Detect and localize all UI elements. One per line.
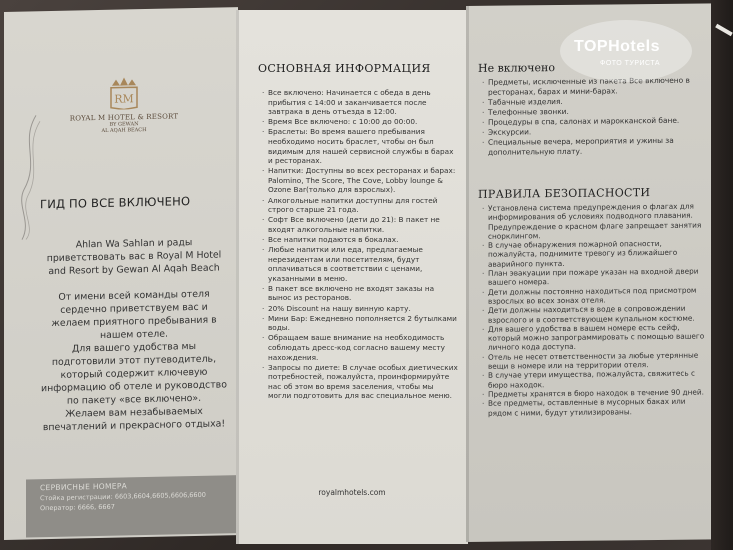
list-item: · Предметы хранятся в бюро находок в течение 90 дней. <box>482 387 710 399</box>
greeting-line: желаем приятного пребывания в <box>51 314 217 330</box>
greeting-line: информацию об отеле и руководство <box>41 379 227 395</box>
greeting-line: От имени всей команды отеля <box>58 288 210 303</box>
hotel-by: BY GEWAN <box>109 121 139 128</box>
list-item: · Процедуры в спа, салонах и марокканской бане. <box>482 115 710 127</box>
safety-list <box>482 201 710 417</box>
list-item: · Браслеты: Во время вашего пребывания необходимо носить браслет, чтобы он был видимым для нашей сервисной службы в барах и ресторанах. <box>262 127 458 165</box>
greeting-line: впечатлений и прекрасного отдыха! <box>42 418 226 434</box>
greeting-line: сердечно приветствуем вас и <box>60 301 208 316</box>
list-item: · Табачные изделия. <box>482 95 710 107</box>
list-item: · Софт Все включено (дети до 21): В пакет не входят алкогольные напитки. <box>262 215 458 234</box>
safety-title: ПРАВИЛА БЕЗОПАСНОСТИ <box>478 186 651 201</box>
list-item: · Для вашего удобства в вашем номере есть сейф, который можно запрограммировать с помощью вашего личного кода доступа. <box>482 322 710 352</box>
not-included-list <box>482 75 710 157</box>
greeting-line: который содержит ключевую <box>60 366 208 381</box>
guide-title: ГИД ПО ВСЕ ВКЛЮЧЕНО <box>40 194 191 212</box>
list-item: · Отель не несет ответственности за любые утерянные вещи в номере или на территории отеля. <box>482 350 710 371</box>
list-item: · Специальные вечера, мероприятия и ужины за дополнительную плату. <box>482 135 710 157</box>
hotel-name: ROYAL M HOTEL & RESORT <box>69 112 179 123</box>
main-info-list <box>262 88 458 402</box>
list-item: · Предметы, исключенные из пакета Все включено в ресторанах, барах и мини-барах. <box>482 75 710 97</box>
list-item: · Мини Бар: Ежедневно пополняется 2 бутылками воды. <box>262 314 458 333</box>
greeting-line: Для вашего удобства мы <box>71 340 197 355</box>
watermark-sub: ФОТО ТУРИСТА <box>600 60 661 67</box>
service-header: СЕРВИСНЫЕ НОМЕРА <box>40 481 128 493</box>
greeting-text <box>36 235 232 434</box>
watermark-brand: TOPHotels <box>574 38 660 55</box>
greeting-line: по пакету «все включено». <box>66 392 202 407</box>
operator-numbers: Оператор: 6666, 6667 <box>40 502 115 513</box>
website-url: royalmhotels.com <box>318 488 386 497</box>
list-item: · План эвакуации при пожаре указан на входной двери вашего номера. <box>482 267 710 288</box>
watermark <box>560 16 700 86</box>
list-item: · Экскурсии. <box>482 125 710 137</box>
fold-line <box>466 6 469 542</box>
list-item: · Все предметы, оставленные в мусорных баках или рядом с ними, будут утилизированы. <box>482 397 710 418</box>
list-item: · Все включено: Начинается с обеда в день прибытия с 14:00 и заканчивается после завтрака в день отъезда в 12:00. <box>262 88 458 117</box>
greeting-line: нашем отеле. <box>100 328 168 341</box>
list-item: · Любые напитки или еда, предлагаемые нерезидентам или посетителям, будут оплачиваться в соответствии с ценами, указанными в меню. <box>262 245 458 283</box>
greeting-line: and Resort by Gewan Al Aqah Beach <box>48 262 220 278</box>
list-item: · В случае утери имущества, пожалуйста, свяжитесь с бюро находок. <box>482 369 710 390</box>
service-numbers-box <box>26 475 238 537</box>
hotel-place: AL AQAH BEACH <box>101 127 147 134</box>
svg-text:RM: RM <box>114 92 134 106</box>
greeting-line: приветствовать вас в Royal M Hotel <box>46 249 222 265</box>
greeting-line: Желаем вам незабываемых <box>65 405 203 420</box>
list-item: · Телефонные звонки. <box>482 105 710 117</box>
list-item: · Напитки: Доступны во всех ресторанах и барах: Palomino, The Score, The Cove, Lobby lounge & Ozone Bar(только для взрослых). <box>262 166 458 195</box>
crown-logo-icon <box>104 75 144 110</box>
greeting-line: подготовили этот путеводитель, <box>51 353 217 368</box>
greeting-line: Ahlan Wa Sahlan и рады <box>75 237 193 251</box>
list-item: · Дети должны постоянно находиться под присмотром взрослых во всех зонах отеля. <box>482 285 710 306</box>
flourish-ornament <box>14 111 44 242</box>
list-item: · Обращаем ваше внимание на необходимость соблюдать дресс-код согласно вашему месту нахождения. <box>262 333 458 362</box>
fold-line <box>236 10 239 544</box>
list-item: · Время Все включено: с 10:00 до 00:00. <box>262 117 458 127</box>
list-item: · В случае обнаружения пожарной опасности, пожалуйста, поднимите тревогу из ближайшего аварийного пункта. <box>482 239 710 269</box>
brochure-panel-main-info <box>236 10 468 544</box>
list-item: · Установлена система предупреждения о флагах для информирования об условиях подводного плавания. Предупреждение о красном флаге запрещает занятия снорклингом. <box>482 201 710 241</box>
hotel-logo <box>64 74 184 135</box>
brochure-panel-cover <box>4 7 238 540</box>
reception-numbers: Стойка регистрации: 6603,6604,6605,6606,6600 <box>40 490 206 503</box>
list-item: · Дети должны находиться в воде в сопровождении взрослого и в соответствующем купальном костюме. <box>482 304 710 325</box>
list-item: · Алкогольные напитки доступны для гостей строго старше 21 года. <box>262 196 458 215</box>
list-item: · Запросы по диете: В случае особых диетических потребностей, пожалуйста, проинформируйте нас об этом во время заселения, чтобы мы могли подготовить для вас специальное меню. <box>262 363 458 401</box>
main-info-title: ОСНОВНАЯ ИНФОРМАЦИЯ <box>258 62 431 75</box>
list-item: · 20% Discount на нашу винную карту. <box>262 304 458 314</box>
not-included-title: Не включено <box>478 61 555 75</box>
table-edge <box>711 0 733 550</box>
list-item: · Все напитки подаются в бокалах. <box>262 235 458 245</box>
list-item: · В пакет все включено не входят заказы на вынос из ресторанов. <box>262 284 458 303</box>
